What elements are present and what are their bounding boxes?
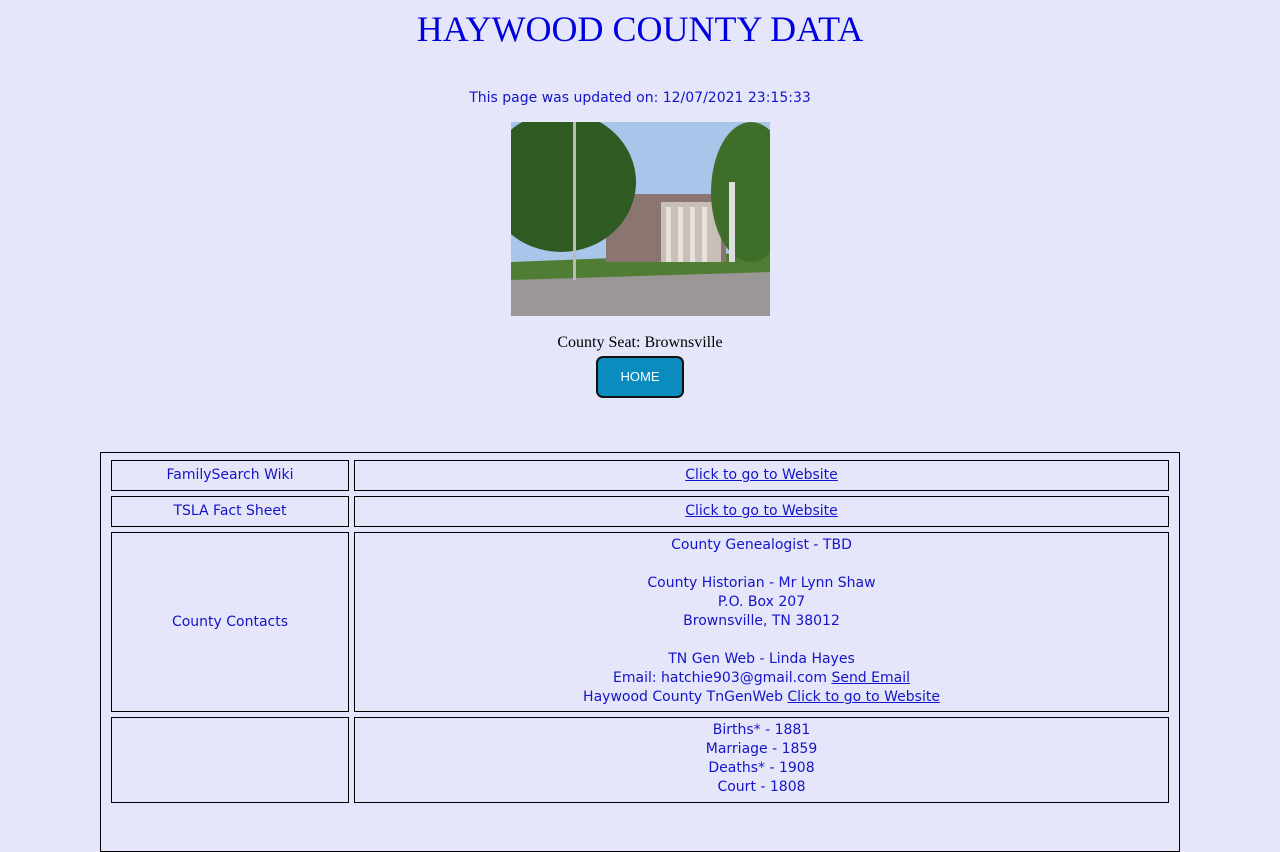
email: Email: hatchie903@gmail.com [613,670,827,686]
table-row [111,460,1169,491]
tngenweb-link[interactable]: Click to go to Website [787,689,940,705]
historian: County Historian - Mr Lynn Shaw [647,575,876,591]
familysearch-link[interactable]: Click to go to Website [685,467,838,483]
row-label: FamilySearch Wiki [111,460,349,491]
tngenweb-contact: TN Gen Web - Linda Hayes [668,651,855,667]
page-title: HAYWOOD COUNTY DATA [416,9,864,49]
record-marriage: Marriage - 1859 [705,741,818,757]
record-births: Births* - 1881 [712,722,811,738]
updated-text: This page was updated on: 12/07/2021 23:15:33 [469,90,811,106]
tsla-link[interactable]: Click to go to Website [685,503,838,519]
site-prefix: Haywood County TnGenWeb [583,689,783,705]
genealogist: County Genealogist - TBD [671,537,852,553]
table-row [111,496,1169,527]
row-label [111,717,349,803]
county-seat: County Seat: Brownsville [557,334,723,351]
home-button[interactable]: HOME [596,356,684,398]
record-deaths: Deaths* - 1908 [708,760,815,776]
city: Brownsville, TN 38012 [683,613,840,629]
table-row [111,532,1169,712]
courthouse-photo [511,122,770,316]
record-court: Court - 1808 [717,779,806,795]
table-row [111,717,1169,803]
send-email-link[interactable]: Send Email [831,670,910,686]
po-box: P.O. Box 207 [717,594,806,610]
row-label: County Contacts [111,532,349,712]
county-data-table [106,455,1174,808]
row-label: TSLA Fact Sheet [111,496,349,527]
